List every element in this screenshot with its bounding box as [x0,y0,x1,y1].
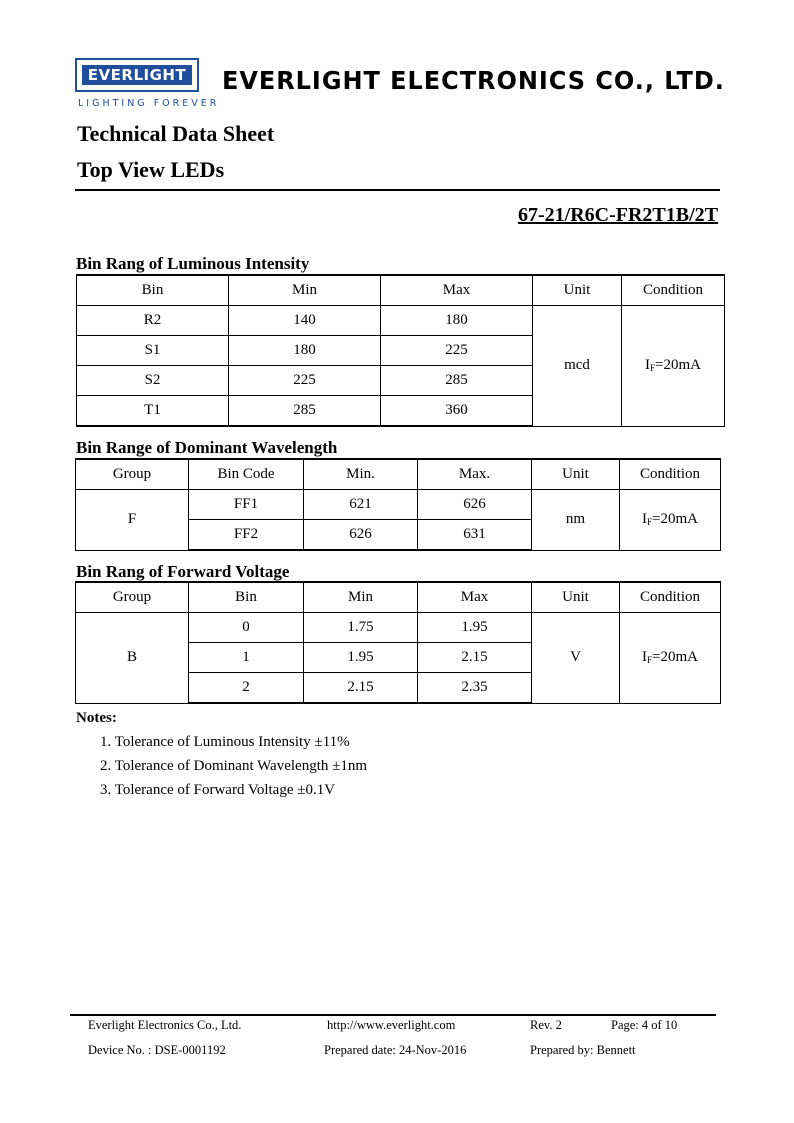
condition-subscript: F [647,517,653,528]
header-cell: Group [76,459,189,490]
condition-value: =20mA [652,649,698,666]
forward-voltage-table [75,581,721,704]
bin-cell: S1 [77,336,229,366]
note-item: 3. Tolerance of Forward Voltage ±0.1V [100,782,336,798]
header-cell: Condition [620,459,721,490]
bin-cell: R2 [77,306,229,336]
footer-divider [70,1014,716,1016]
header-divider [75,189,720,191]
table-row [76,490,721,520]
luminous-section-title: Bin Rang of Luminous Intensity [76,254,310,273]
condition-subscript: F [647,655,653,666]
luminous-intensity-table [76,274,725,427]
group-cell: B [76,613,189,704]
max-cell: 225 [381,336,533,366]
footer-prepared-date: Prepared date: 24-Nov-2016 [324,1043,467,1057]
company-name: EVERLIGHT ELECTRONICS CO., LTD. [222,66,725,95]
header-cell: Group [76,582,189,613]
condition-cell [620,490,721,551]
header-cell: Condition [622,275,725,306]
document-title: Technical Data Sheet [77,121,275,146]
footer-company: Everlight Electronics Co., Ltd. [88,1018,242,1032]
min-cell: 1.75 [304,613,418,643]
min-cell: 621 [304,490,418,520]
header-cell: Bin [77,275,229,306]
bin-code-cell: FF2 [189,520,304,551]
footer-page-number: Page: 4 of 10 [611,1018,678,1032]
header-cell: Unit [532,582,620,613]
max-cell: 2.35 [418,673,532,704]
min-cell: 2.15 [304,673,418,704]
header-cell: Bin Code [189,459,304,490]
dominant-wavelength-table [75,458,721,551]
table-row [76,613,721,643]
logo-tagline: LIGHTING FOREVER [78,98,220,109]
wavelength-section-title: Bin Range of Dominant Wavelength [76,438,338,457]
header-cell: Condition [620,582,721,613]
header-cell: Max [418,582,532,613]
condition-prefix: I [645,357,650,374]
header-cell: Min [229,275,381,306]
header-cell: Min [304,582,418,613]
logo-text: EVERLIGHT [82,65,192,85]
unit-cell: nm [532,490,620,551]
condition-prefix: I [642,511,647,528]
min-cell: 285 [229,396,381,427]
header-cell: Min. [304,459,418,490]
min-cell: 1.95 [304,643,418,673]
condition-prefix: I [642,649,647,666]
condition-cell [622,306,725,427]
note-item: 1. Tolerance of Luminous Intensity ±11% [100,734,350,750]
max-cell: 631 [418,520,532,551]
table-header-row [77,275,725,306]
notes-title: Notes: [76,710,117,726]
max-cell: 285 [381,366,533,396]
header-cell: Unit [533,275,622,306]
min-cell: 225 [229,366,381,396]
group-cell: F [76,490,189,551]
company-logo [75,58,220,110]
bin-code-cell: FF1 [189,490,304,520]
max-cell: 626 [418,490,532,520]
footer-prepared-by: Prepared by: Bennett [530,1043,636,1057]
bin-cell: 1 [189,643,304,673]
unit-cell: mcd [533,306,622,427]
footer-website-link[interactable]: http://www.everlight.com [327,1018,456,1032]
bin-cell: 0 [189,613,304,643]
min-cell: 140 [229,306,381,336]
condition-value: =20mA [655,357,701,374]
logo-frame [75,58,199,92]
header-cell: Bin [189,582,304,613]
footer-revision: Rev. 2 [530,1018,562,1032]
footer-device-number: Device No. : DSE-0001192 [88,1043,226,1057]
table-row [77,306,725,336]
header-cell: Max. [418,459,532,490]
table-header-row [76,459,721,490]
unit-cell: V [532,613,620,704]
max-cell: 2.15 [418,643,532,673]
max-cell: 180 [381,306,533,336]
bin-cell: S2 [77,366,229,396]
min-cell: 180 [229,336,381,366]
document-subtitle: Top View LEDs [77,157,225,182]
table-header-row [76,582,721,613]
condition-subscript: F [650,363,656,374]
header-cell: Unit [532,459,620,490]
condition-cell [620,613,721,704]
bin-cell: 2 [189,673,304,704]
note-item: 2. Tolerance of Dominant Wavelength ±1nm [100,758,368,774]
voltage-section-title: Bin Rang of Forward Voltage [76,562,290,581]
bin-cell: T1 [77,396,229,427]
max-cell: 1.95 [418,613,532,643]
min-cell: 626 [304,520,418,551]
part-number: 67-21/R6C-FR2T1B/2T [518,204,718,226]
max-cell: 360 [381,396,533,427]
header-cell: Max [381,275,533,306]
condition-value: =20mA [652,511,698,528]
